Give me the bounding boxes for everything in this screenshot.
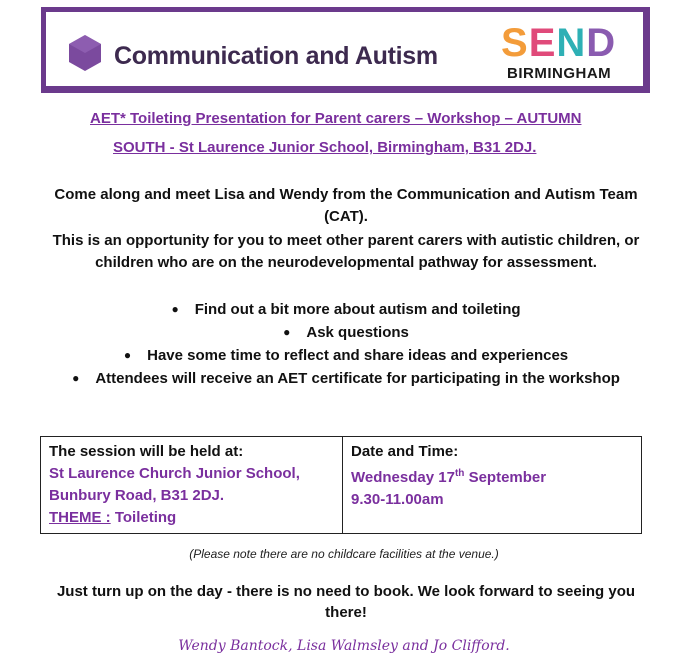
send-logo-subtitle: BIRMINGHAM — [507, 65, 612, 82]
send-letter-n: N — [556, 21, 587, 65]
session-info-table — [40, 436, 642, 534]
list-item: ● Find out a bit more about autism and toileting — [40, 298, 652, 321]
theme-value: Toileting — [114, 509, 177, 526]
venue-line-2: Bunbury Road, B31 2DJ. — [49, 487, 225, 504]
closing-message: Just turn up on the day - there is no need to book. We look forward to seeing you there! — [56, 583, 636, 621]
session-date: Wednesday 17th September — [351, 468, 547, 486]
venue-line-1: St Laurence Church Junior School, — [49, 465, 300, 482]
bullet-list — [40, 298, 652, 390]
theme-label: THEME : — [49, 509, 111, 526]
bullet-icon: ● — [123, 348, 132, 362]
send-letter-s: S — [501, 21, 529, 65]
bullet-icon: ● — [171, 302, 179, 316]
bullet-icon: ● — [72, 371, 80, 385]
session-time: 9.30-11.00am — [351, 491, 444, 508]
intro-line-1: Come along and meet Lisa and Wendy from the Communication and Autism Team (CAT). — [54, 186, 638, 225]
banner-title: Communication and Autism — [114, 42, 438, 70]
bullet-icon: ● — [283, 325, 291, 339]
datetime-label: Date and Time: — [351, 443, 459, 460]
venue-cell — [41, 437, 343, 534]
send-birmingham-logo — [501, 23, 631, 85]
theme-row — [49, 507, 334, 529]
signature: Wendy Bantock, Lisa Walmsley and Jo Clifford. — [178, 638, 510, 654]
send-logo-letters — [501, 23, 616, 63]
venue-label: The session will be held at: — [49, 443, 244, 460]
purple-hexagon-icon — [68, 34, 102, 72]
send-letter-e: E — [528, 21, 557, 65]
headline-line-1: AET* Toileting Presentation for Parent carers – Workshop – AUTUMN — [90, 110, 582, 127]
datetime-cell — [343, 437, 642, 534]
list-item: ● Have some time to reflect and share ideas and experiences — [40, 344, 652, 367]
list-item: ● Ask questions — [40, 321, 652, 344]
intro-line-2: This is an opportunity for you to meet other parent carers with autistic children, or children who are on the neurodevelopmental pathway for assessment. — [52, 232, 640, 271]
header-banner — [41, 7, 650, 93]
send-letter-d: D — [586, 21, 617, 65]
childcare-note: (Please note there are no childcare facilities at the venue.) — [189, 547, 499, 561]
list-item: ● Attendees will receive an AET certificate for participating in the workshop — [40, 367, 652, 390]
headline-line-2: SOUTH - St Laurence Junior School, Birmingham, B31 2DJ. — [113, 139, 537, 156]
